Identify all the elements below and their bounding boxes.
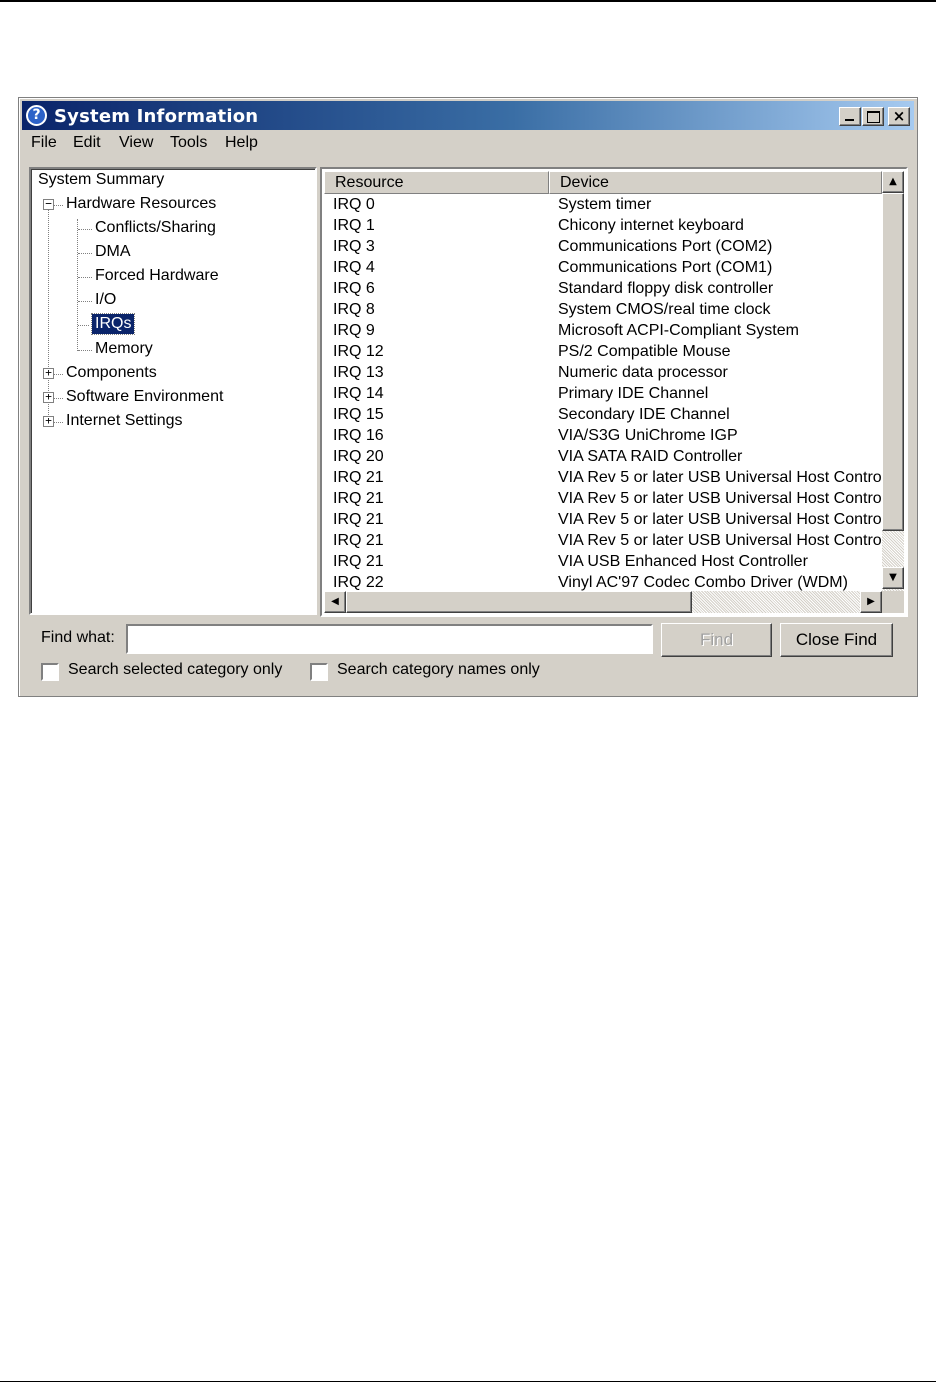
scroll-up-icon[interactable]: ▲ [882,171,904,193]
page-top-rule [0,0,936,2]
close-button[interactable] [888,107,910,126]
tree-connector [54,398,63,399]
tree-connector [54,422,63,423]
tree-item-io[interactable]: I/O [95,291,117,308]
tree-connector [78,229,92,230]
find-what-input[interactable] [126,624,653,654]
device-cell: VIA/S3G UniChrome IGP [558,427,738,444]
close-find-button[interactable]: Close Find [780,623,893,657]
search-category-names-checkbox[interactable] [310,663,328,681]
tree-connector [78,253,92,254]
table-row[interactable] [333,510,882,531]
tree-connector [78,325,89,326]
table-row[interactable] [333,426,882,447]
horizontal-scrollbar[interactable] [324,591,882,613]
device-cell: Primary IDE Channel [558,385,709,402]
resource-cell: IRQ 21 [333,511,384,528]
column-header-resource[interactable]: Resource [324,171,549,194]
scroll-down-icon[interactable]: ▼ [882,567,904,589]
table-row[interactable] [333,552,882,573]
window-title: System Information [54,106,259,127]
tree-item-dma[interactable]: DMA [95,243,131,260]
horizontal-scroll-thumb[interactable] [346,591,692,613]
resource-cell: IRQ 8 [333,301,375,318]
device-cell: VIA SATA RAID Controller [558,448,743,465]
device-cell: VIA USB Enhanced Host Controller [558,553,808,570]
tree-item-conflicts-sharing[interactable]: Conflicts/Sharing [95,219,216,236]
table-row[interactable] [333,279,882,300]
tree-item-forced-hardware[interactable]: Forced Hardware [95,267,219,284]
device-cell: Secondary IDE Channel [558,406,730,423]
table-row[interactable] [333,258,882,279]
resource-cell: IRQ 20 [333,448,384,465]
resource-cell: IRQ 4 [333,259,375,276]
tree-connector [78,277,92,278]
resource-cell: IRQ 13 [333,364,384,381]
expand-icon[interactable]: + [43,392,54,403]
device-cell: VIA Rev 5 or later USB Universal Host Contro [558,469,882,486]
find-button[interactable]: Find [661,623,772,657]
device-cell: System CMOS/real time clock [558,301,771,318]
device-cell: VIA Rev 5 or later USB Universal Host Contro [558,532,882,549]
table-row[interactable] [333,363,882,384]
resource-cell: IRQ 16 [333,427,384,444]
tree-connector [54,374,63,375]
device-cell: System timer [558,196,652,213]
find-what-label: Find what: [41,629,115,646]
resource-cell: IRQ 21 [333,532,384,549]
device-cell: VIA Rev 5 or later USB Universal Host Contro [558,490,882,507]
search-selected-category-label[interactable]: Search selected category only [68,661,283,678]
device-cell: Microsoft ACPI-Compliant System [558,322,799,339]
resource-cell: IRQ 22 [333,574,384,591]
table-row[interactable] [333,300,882,321]
menu-help[interactable]: Help [225,134,258,151]
tree-item-memory[interactable]: Memory [95,340,153,357]
resource-cell: IRQ 0 [333,196,375,213]
category-tree[interactable] [29,167,317,615]
device-cell: Vinyl AC'97 Codec Combo Driver (WDM) [558,574,848,591]
vertical-scroll-thumb[interactable] [882,193,904,531]
tree-connector [54,205,63,206]
table-row[interactable] [333,531,882,552]
resource-cell: IRQ 9 [333,322,375,339]
tree-connector [78,301,92,302]
tree-connector [78,350,92,351]
table-row[interactable] [333,195,882,216]
scroll-left-icon[interactable]: ◀ [324,591,346,613]
resource-cell: IRQ 14 [333,385,384,402]
resource-cell: IRQ 15 [333,406,384,423]
resource-cell: IRQ 12 [333,343,384,360]
scroll-corner [882,591,904,613]
device-cell: Chicony internet keyboard [558,217,744,234]
list-rows [333,195,882,591]
close-icon: × [892,107,906,125]
column-header-device[interactable]: Device [549,171,882,194]
resource-list[interactable] [320,167,908,617]
table-row[interactable] [333,384,882,405]
resource-cell: IRQ 21 [333,553,384,570]
search-category-names-label[interactable]: Search category names only [337,661,540,678]
device-cell: PS/2 Compatible Mouse [558,343,731,360]
minimize-button[interactable] [839,107,861,126]
collapse-icon[interactable]: − [43,199,54,210]
menu-tools[interactable]: Tools [170,134,208,151]
menu-file[interactable]: File [31,134,57,151]
question-mark-icon: ? [26,105,47,126]
system-information-window [18,97,918,697]
tree-connector [77,219,78,351]
table-row[interactable] [333,468,882,489]
menu-view[interactable]: View [119,134,154,151]
vertical-scrollbar[interactable] [882,171,904,591]
table-row[interactable] [333,447,882,468]
scroll-right-icon[interactable]: ▶ [860,591,882,613]
table-row[interactable] [333,216,882,237]
resource-cell: IRQ 1 [333,217,375,234]
tree-item-system-summary[interactable]: System Summary [38,171,165,188]
resource-cell: IRQ 6 [333,280,375,297]
table-row[interactable] [333,573,882,591]
menu-edit[interactable]: Edit [73,134,101,151]
tree-item-hardware-resources[interactable]: Hardware Resources [66,195,217,212]
tree-connector [48,207,49,415]
search-selected-category-checkbox[interactable] [41,663,59,681]
expand-icon[interactable]: + [43,368,54,379]
device-cell: Standard floppy disk controller [558,280,774,297]
tree-item-components[interactable]: Components [66,364,157,381]
tree-item-irqs[interactable]: IRQs [92,314,134,334]
device-cell: Communications Port (COM1) [558,259,773,276]
table-row[interactable] [333,321,882,342]
tree-item-internet-settings[interactable]: Internet Settings [66,412,183,429]
resource-cell: IRQ 21 [333,469,384,486]
device-cell: VIA Rev 5 or later USB Universal Host Contro [558,511,882,528]
table-row[interactable] [333,237,882,258]
resource-cell: IRQ 3 [333,238,375,255]
table-row[interactable] [333,342,882,363]
table-row[interactable] [333,489,882,510]
expand-icon[interactable]: + [43,416,54,427]
resource-cell: IRQ 21 [333,490,384,507]
device-cell: Numeric data processor [558,364,728,381]
page-bottom-rule [0,1381,936,1382]
table-row[interactable] [333,405,882,426]
title-bar[interactable] [22,101,914,130]
maximize-button[interactable] [862,107,884,126]
tree-item-software-environment[interactable]: Software Environment [66,388,224,405]
device-cell: Communications Port (COM2) [558,238,773,255]
